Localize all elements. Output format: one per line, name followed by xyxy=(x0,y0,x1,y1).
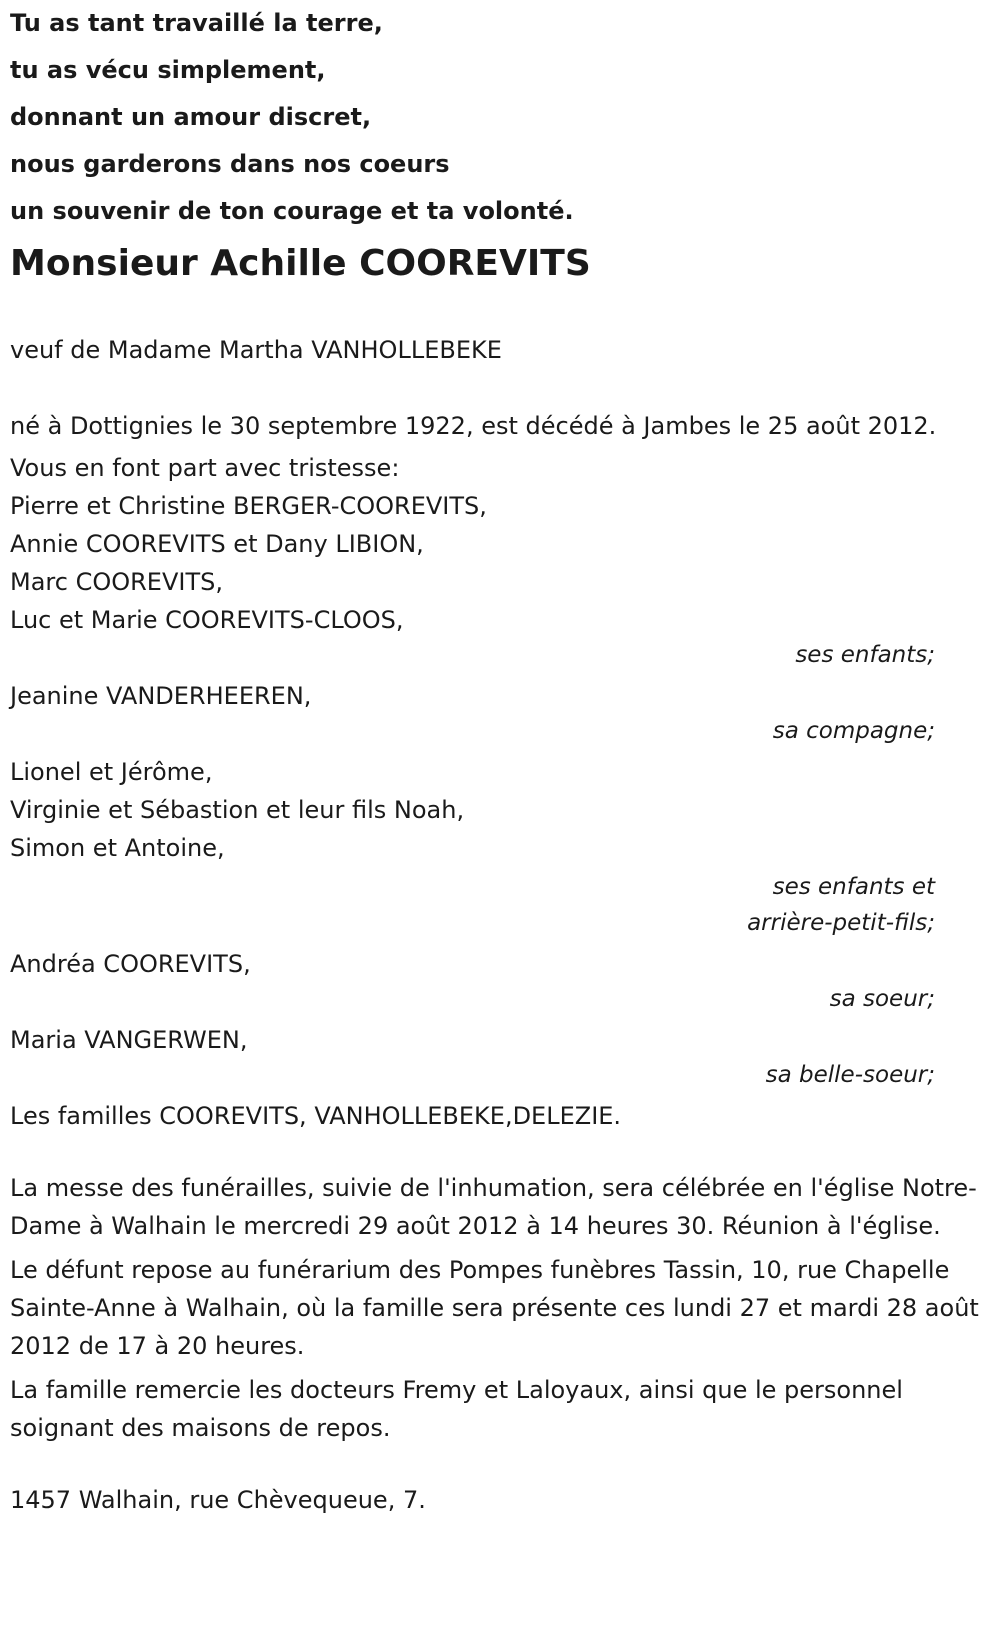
family-name: Luc et Marie COOREVITS-CLOOS, xyxy=(10,606,404,634)
family-group-grandchildren xyxy=(10,753,990,939)
family-name: Andréa COOREVITS, xyxy=(10,950,251,978)
widow-line: veuf de Madame Martha VANHOLLEBEKE xyxy=(10,336,502,364)
family-name: Simon et Antoine, xyxy=(10,834,225,862)
poem-line: nous garderons dans nos coeurs xyxy=(10,150,450,178)
deceased-name: Monsieur Achille COOREVITS xyxy=(10,243,591,284)
poem-line: donnant un amour discret, xyxy=(10,103,372,131)
poem-line: tu as vécu simplement, xyxy=(10,56,326,84)
funeral-mass-paragraph: La messe des funérailles, suivie de l'inhumation, sera célébrée en l'église Notre-Dame à Walhain le mercredi 29 août 2012 à 14 heures 30. Réunion à l'église. xyxy=(10,1174,977,1240)
family-role: arrière-petit-fils; xyxy=(747,910,935,936)
family-name: Maria VANGERWEN, xyxy=(10,1026,248,1054)
family-role: sa soeur; xyxy=(829,986,935,1012)
family-name: Marc COOREVITS, xyxy=(10,568,223,596)
family-role: ses enfants; xyxy=(795,642,935,668)
poem xyxy=(10,0,990,226)
family-role: sa belle-soeur; xyxy=(765,1062,935,1088)
birth-death-line: né à Dottignies le 30 septembre 1922, est décédé à Jambes le 25 août 2012. xyxy=(10,412,937,440)
rest-place-paragraph: Le défunt repose au funérarium des Pompes funèbres Tassin, 10, rue Chapelle Sainte-Anne à Walhain, où la famille sera présente ces lundi 27 et mardi 28 août 2012 de 17 à 20 heures. xyxy=(10,1256,979,1360)
poem-line: Tu as tant travaillé la terre, xyxy=(10,9,383,37)
family-group-sister xyxy=(10,945,990,1015)
family-role: sa compagne; xyxy=(772,718,935,744)
address-line: 1457 Walhain, rue Chèvequeue, 7. xyxy=(10,1486,426,1514)
poem-line: un souvenir de ton courage et ta volonté. xyxy=(10,197,574,225)
family-name: Lionel et Jérôme, xyxy=(10,758,213,786)
family-name: Jeanine VANDERHEEREN, xyxy=(10,682,312,710)
family-group-children xyxy=(10,487,990,671)
family-role: ses enfants et xyxy=(772,874,935,900)
thanks-paragraph: La famille remercie les docteurs Fremy et Laloyaux, ainsi que le personnel soignant des maisons de repos. xyxy=(10,1376,903,1442)
family-name: Pierre et Christine BERGER-COOREVITS, xyxy=(10,492,487,520)
announcement-intro: Vous en font part avec tristesse: xyxy=(10,454,400,482)
family-group-companion xyxy=(10,677,990,747)
family-name: Annie COOREVITS et Dany LIBION, xyxy=(10,530,424,558)
families-line: Les familles COOREVITS, VANHOLLEBEKE,DELEZIE. xyxy=(10,1102,622,1130)
family-group-sister-in-law xyxy=(10,1021,990,1091)
family-name: Virginie et Sébastion et leur fils Noah, xyxy=(10,796,465,824)
